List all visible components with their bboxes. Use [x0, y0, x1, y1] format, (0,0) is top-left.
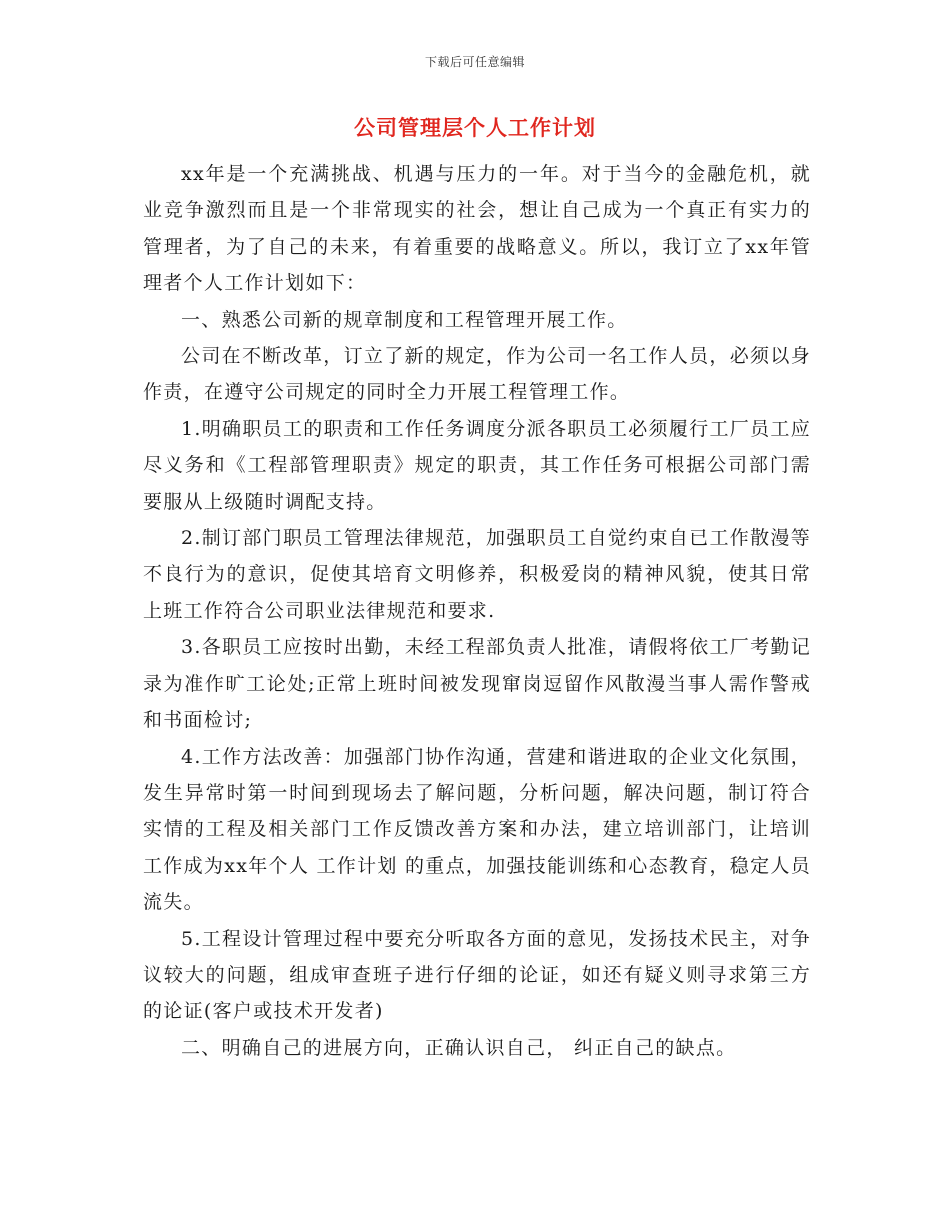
paragraph-intro: xx年是一个充满挑战、机遇与压力的一年。对于当今的金融危机，就业竞争激烈而且是一个非常现实的社会，想让自己成为一个真正有实力的管理者，为了自己的未来，有着重要的战略意义。所以，我订立了xx年管理者个人工作计划如下： — [143, 163, 811, 295]
paragraph-item-4: 4.工作方法改善：加强部门协作沟通，营建和谐进取的企业文化氛围，发生异常时第一时间到现场去了解问题，分析问题，解决问题，制订符合实情的工程及相关部门工作反馈改善方案和办法，建立培训部门，让培训工作成为xx年个人 工作计划 的重点，加强技能训练和心态教育，稳定人员流失。 — [143, 745, 812, 914]
paragraph-section-2-heading: 二、明确自己的进展方向，正确认识自己， 纠正自己的缺点。 — [181, 1036, 737, 1059]
paragraph-section-1-intro: 公司在不断改革，订立了新的规定，作为公司一名工作人员，必须以身作责，在遵守公司规定的同时全力开展工程管理工作。 — [143, 345, 811, 404]
paragraph-item-5: 5.工程设计管理过程中要充分听取各方面的意见，发扬技术民主，对争议较大的问题，组成审查班子进行仔细的论证，如还有疑义则寻求第三方的论证(客户或技术开发者) — [143, 927, 811, 1023]
paragraph-item-1: 1.明确职员工的职责和工作任务调度分派各职员工必须履行工厂员工应尽义务和《工程部管理职责》规定的职责，其工作任务可根据公司部门需要服从上级随时调配支持。 — [143, 417, 811, 513]
document-title: 公司管理层个人工作计划 — [354, 116, 596, 140]
header-note: 下载后可任意编辑 — [424, 55, 525, 69]
paragraph-section-1-heading: 一、熟悉公司新的规章制度和工程管理开展工作。 — [181, 308, 628, 331]
document-body — [143, 156, 811, 1066]
paragraph-item-3: 3.各职员工应按时出勤，未经工程部负责人批准，请假将依工厂考勤记录为准作旷工论处;正常上班时间被发现窜岗逗留作风散漫当事人需作警戒和书面检讨; — [143, 636, 811, 732]
paragraph-item-2: 2.制订部门职员工管理法律规范，加强职员工自觉约束自已工作散漫等不良行为的意识，促使其培育文明修养，积极爱岗的精神风貌，使其日常上班工作符合公司职业法律规范和要求. — [143, 527, 811, 622]
